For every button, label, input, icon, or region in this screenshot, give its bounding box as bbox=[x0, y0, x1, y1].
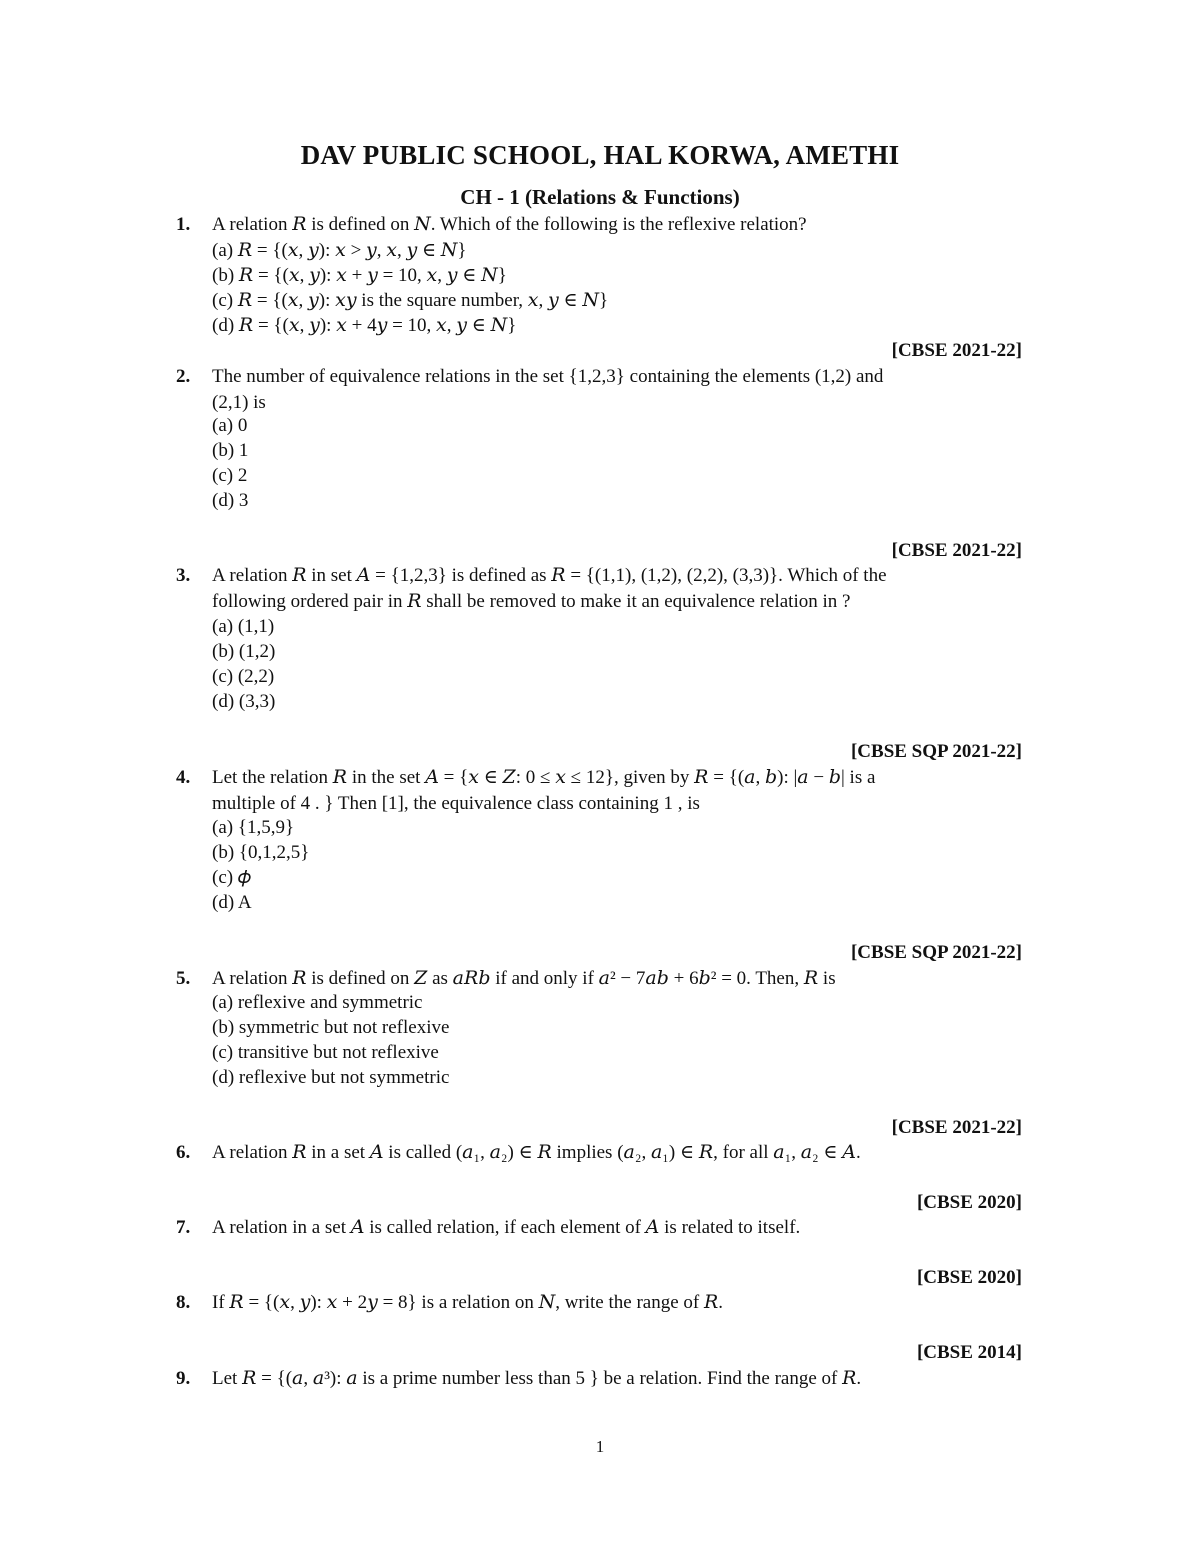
option: (b) (1,2) bbox=[212, 641, 276, 662]
question-number: 4. bbox=[176, 767, 191, 788]
question-text bbox=[212, 563, 1012, 615]
question-text bbox=[212, 966, 1012, 992]
option: (c) (2,2) bbox=[212, 666, 275, 687]
option: (c) 𝜙 bbox=[212, 867, 252, 888]
option: (d) 3 bbox=[212, 490, 249, 511]
source-tag: [CBSE 2021-22] bbox=[891, 1117, 1022, 1138]
question-text bbox=[212, 765, 1012, 817]
question-line: (2,1) is bbox=[212, 392, 266, 413]
option: (a) 0 bbox=[212, 415, 248, 436]
question-line: A relation in a set 𝐴 is called relation, if each element of 𝐴 is related to itself. bbox=[212, 1217, 801, 1238]
option: (b) 1 bbox=[212, 440, 249, 461]
source-tag: [CBSE SQP 2021-22] bbox=[850, 741, 1022, 762]
question-text bbox=[212, 364, 1012, 416]
question-line: following ordered pair in 𝑅 shall be removed to make it an equivalence relation in ? bbox=[212, 591, 851, 612]
question-line: A relation 𝑅 in a set 𝐴 is called (𝑎₁, 𝑎₂) ∈ 𝑅 implies (𝑎₂, 𝑎₁) ∈ 𝑅, for all 𝑎₁, 𝑎₂ ∈ 𝐴. bbox=[212, 1142, 861, 1163]
question-number: 1. bbox=[176, 214, 191, 235]
question-number: 7. bbox=[176, 1217, 191, 1238]
question-line: A relation 𝑅 is defined on 𝑍 as 𝑎𝑅𝑏 if and only if 𝑎² − 7𝑎𝑏 + 6𝑏² = 0. Then, 𝑅 is bbox=[212, 968, 836, 989]
question-line: The number of equivalence relations in the set {1,2,3} containing the elements (1,2) and bbox=[212, 366, 884, 387]
option: (a) 𝑅 = {(𝑥, 𝑦): 𝑥 > 𝑦, 𝑥, 𝑦 ∈ 𝑁} bbox=[212, 240, 467, 261]
option: (a) reflexive and symmetric bbox=[212, 992, 423, 1013]
question-line: Let 𝑅 = {(𝑎, 𝑎³): 𝑎 is a prime number less than 5 } be a relation. Find the range of 𝑅. bbox=[212, 1368, 862, 1389]
source-tag: [CBSE 2021-22] bbox=[891, 540, 1022, 561]
option: (b) {0,1,2,5} bbox=[212, 842, 310, 863]
option: (d) 𝑅 = {(𝑥, 𝑦): 𝑥 + 4𝑦 = 10, 𝑥, 𝑦 ∈ 𝑁} bbox=[212, 315, 517, 336]
option: (b) symmetric but not reflexive bbox=[212, 1017, 450, 1038]
question-line: A relation 𝑅 is defined on 𝑁. Which of the following is the reflexive relation? bbox=[212, 214, 807, 235]
question-line: multiple of 4 . } Then [1], the equivalence class containing 1 , is bbox=[212, 793, 700, 814]
page-number: 1 bbox=[595, 1437, 605, 1456]
question-text bbox=[212, 1366, 1012, 1392]
option: (c) transitive but not reflexive bbox=[212, 1042, 439, 1063]
source-tag: [CBSE 2021-22] bbox=[891, 340, 1022, 361]
school-title: DAV PUBLIC SCHOOL, HAL KORWA, AMETHI bbox=[300, 140, 900, 170]
option: (a) {1,5,9} bbox=[212, 817, 295, 838]
option: (d) (3,3) bbox=[212, 691, 276, 712]
source-tag: [CBSE 2014] bbox=[916, 1342, 1022, 1363]
option: (c) 𝑅 = {(𝑥, 𝑦): 𝑥𝑦 is the square number, 𝑥, 𝑦 ∈ 𝑁} bbox=[212, 290, 609, 311]
option: (b) 𝑅 = {(𝑥, 𝑦): 𝑥 + 𝑦 = 10, 𝑥, 𝑦 ∈ 𝑁} bbox=[212, 265, 507, 286]
question-number: 5. bbox=[176, 968, 191, 989]
question-line: A relation 𝑅 in set 𝐴 = {1,2,3} is defined as 𝑅 = {(1,1), (1,2), (2,2), (3,3)}. Which of the bbox=[212, 565, 887, 586]
option: (c) 2 bbox=[212, 465, 248, 486]
question-number: 2. bbox=[176, 366, 191, 387]
question-text bbox=[212, 212, 1012, 238]
question-text bbox=[212, 1290, 1012, 1316]
question-number: 6. bbox=[176, 1142, 191, 1163]
question-line: Let the relation 𝑅 in the set 𝐴 = {𝑥 ∈ 𝑍: 0 ≤ 𝑥 ≤ 12}, given by 𝑅 = {(𝑎, 𝑏): |𝑎 − 𝑏| is a bbox=[212, 767, 876, 788]
question-number: 3. bbox=[176, 565, 191, 586]
source-tag: [CBSE 2020] bbox=[916, 1267, 1022, 1288]
question-number: 8. bbox=[176, 1292, 191, 1313]
option: (a) (1,1) bbox=[212, 616, 275, 637]
option: (d) A bbox=[212, 892, 252, 913]
question-text bbox=[212, 1215, 1012, 1241]
option: (d) reflexive but not symmetric bbox=[212, 1067, 450, 1088]
source-tag: [CBSE SQP 2021-22] bbox=[850, 942, 1022, 963]
source-tag: [CBSE 2020] bbox=[916, 1192, 1022, 1213]
chapter-title: CH - 1 (Relations & Functions) bbox=[460, 185, 740, 209]
question-text bbox=[212, 1140, 1012, 1166]
question-number: 9. bbox=[176, 1368, 191, 1389]
question-line: If 𝑅 = {(𝑥, 𝑦): 𝑥 + 2𝑦 = 8} is a relation on 𝑁, write the range of 𝑅. bbox=[212, 1292, 724, 1313]
